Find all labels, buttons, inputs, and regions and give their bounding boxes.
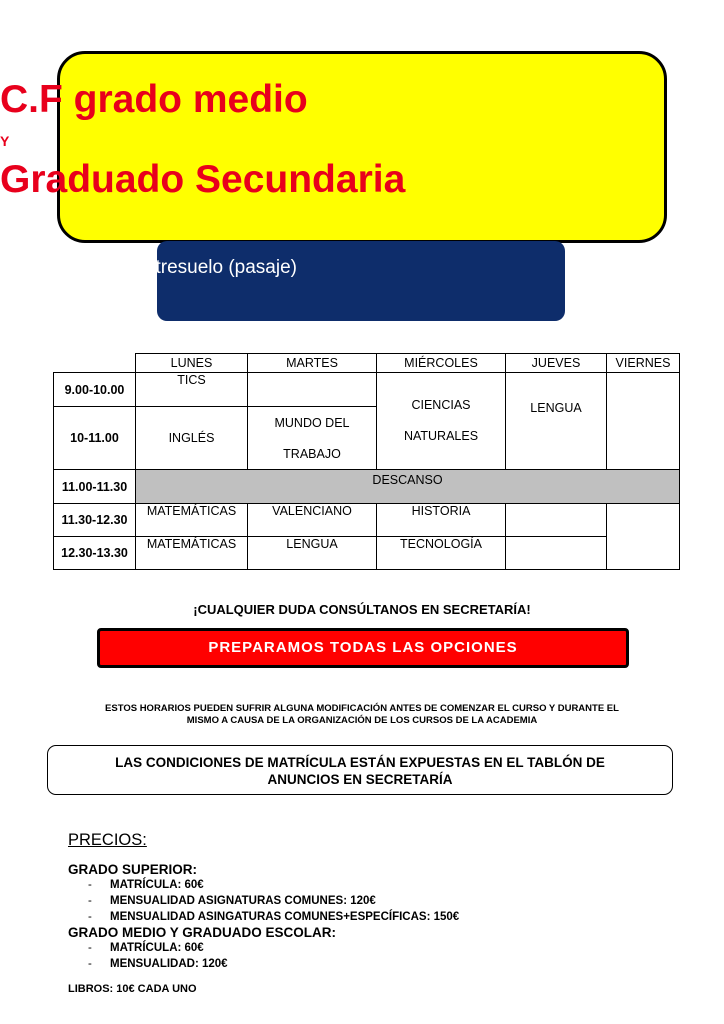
subject-text: TRABAJO (283, 447, 341, 461)
time-slot: 11.00-11.30 (54, 470, 136, 504)
subject-cell: INGLÉS (136, 407, 248, 470)
price-item: MENSUALIDAD ASINGATURAS COMUNES+ESPECÍFICAS: 150€ (110, 911, 460, 923)
day-header: JUEVES (506, 354, 607, 373)
libros-price: LIBROS: 10€ CADA UNO (68, 983, 197, 995)
schedule-table (53, 353, 680, 570)
empty-cell (506, 537, 607, 570)
title-cf-grado-medio: C.F grado medio (0, 78, 308, 121)
options-banner: PREPARAMOS TODAS LAS OPCIONES (97, 628, 629, 668)
subject-text: LENGUA (530, 401, 582, 415)
subject-cell-ciencias (377, 373, 506, 470)
grado-superior-list (88, 877, 459, 925)
schedule-note (40, 703, 684, 727)
empty-cell (607, 373, 680, 470)
subject-text: MUNDO DEL (274, 416, 350, 430)
grado-medio-title: GRADO MEDIO Y GRADUADO ESCOLAR: (68, 925, 337, 940)
list-item (88, 893, 459, 909)
subject-cell: HISTORIA (377, 504, 506, 537)
dash-bullet: - (88, 958, 92, 970)
day-header: VIERNES (607, 354, 680, 373)
day-header: MARTES (248, 354, 377, 373)
phone-text: ☏. 96.351.63.74 (0, 284, 146, 305)
dash-bullet: - (88, 942, 92, 954)
conditions-line: ANUNCIOS EN SECRETARÍA (267, 772, 453, 787)
grado-medio-list (88, 940, 228, 972)
subject-text: CIENCIAS (411, 398, 471, 412)
list-item (88, 909, 459, 925)
time-slot: 12.30-13.30 (54, 537, 136, 570)
conditions-line: LAS CONDICIONES DE MATRÍCULA ESTÁN EXPUESTAS EN EL TABLÓN DE (115, 755, 605, 770)
title-connector: Y (0, 133, 10, 149)
subject-cell: TECNOLOGÍA (377, 537, 506, 570)
grado-superior-title: GRADO SUPERIOR: (68, 862, 198, 877)
dash-bullet: - (88, 911, 92, 923)
time-slot: 10-11.00 (54, 407, 136, 470)
time-slot: 11.30-12.30 (54, 504, 136, 537)
day-header: MIÉRCOLES (377, 354, 506, 373)
break-cell: DESCANSO (136, 470, 680, 504)
day-header: LUNES (136, 354, 248, 373)
price-item: MATRÍCULA: 60€ (110, 879, 204, 891)
price-item: MENSUALIDAD ASIGNATURAS COMUNES: 120€ (110, 895, 376, 907)
list-item (88, 877, 459, 893)
corner-cell (54, 354, 136, 373)
note-line: MISMO A CAUSA DE LA ORGANIZACIÓN DE LOS CURSOS DE LA ACADEMIA (186, 715, 538, 726)
note-line: ESTOS HORARIOS PUEDEN SUFRIR ALGUNA MODIFICACIÓN ANTES DE COMENZAR EL CURSO Y DURANTE EL (105, 703, 619, 714)
subject-cell: LENGUA (248, 537, 377, 570)
price-item: MENSUALIDAD: 120€ (110, 958, 228, 970)
address-text: C/ JÁTIVA, Nº1 entresuelo (pasaje) (0, 257, 297, 278)
conditions-box (47, 745, 673, 795)
empty-cell (506, 504, 607, 537)
prices-heading: PRECIOS: (68, 831, 147, 849)
address-box (157, 241, 565, 321)
list-item (88, 940, 228, 956)
subject-cell-mundo (248, 407, 377, 470)
title-graduado-secundaria: Graduado Secundaria (0, 158, 406, 201)
empty-cell (248, 373, 377, 407)
contact-secretaria-text: ¡CUALQUIER DUDA CONSÚLTANOS EN SECRETARÍA! (193, 602, 531, 617)
subject-cell: TICS (136, 373, 248, 407)
subject-cell-lengua (506, 373, 607, 470)
subject-cell: MATEMÁTICAS (136, 504, 248, 537)
subject-text: NATURALES (403, 429, 479, 443)
empty-cell (607, 504, 680, 570)
subject-cell: MATEMÁTICAS (136, 537, 248, 570)
dash-bullet: - (88, 895, 92, 907)
price-item: MATRÍCULA: 60€ (110, 942, 204, 954)
subject-cell: VALENCIANO (248, 504, 377, 537)
dash-bullet: - (88, 879, 92, 891)
time-slot: 9.00-10.00 (54, 373, 136, 407)
list-item (88, 956, 228, 972)
